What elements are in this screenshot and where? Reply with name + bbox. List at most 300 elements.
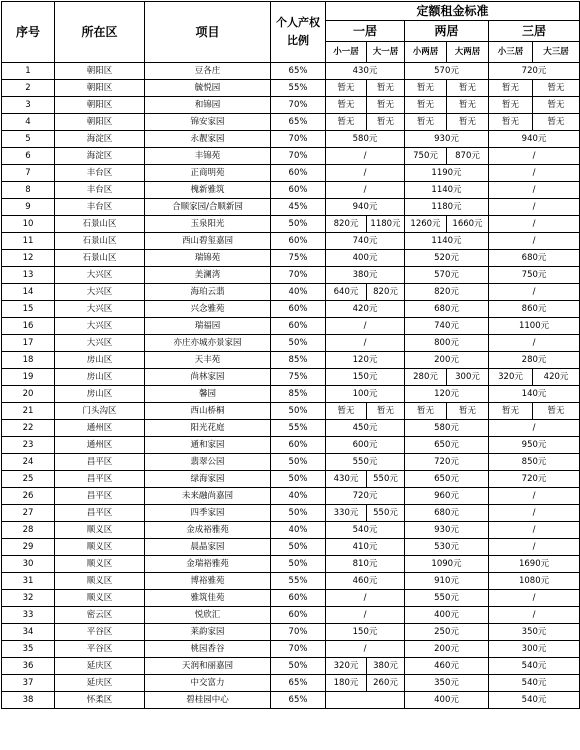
cell-district: 房山区: [55, 386, 145, 403]
cell-seq: 16: [2, 318, 55, 335]
cell-ratio: 85%: [271, 386, 326, 403]
cell-project: 合顺家园/合顺新园: [145, 199, 271, 216]
cell-seq: 18: [2, 352, 55, 369]
cell-two: 910元: [405, 573, 489, 590]
cell-ratio: 85%: [271, 352, 326, 369]
cell-one-large: 260元: [367, 675, 405, 692]
cell-three: 350元: [489, 624, 580, 641]
cell-two: 200元: [405, 352, 489, 369]
cell-three-large: 暂无: [533, 114, 580, 131]
cell-district: 大兴区: [55, 284, 145, 301]
cell-three: /: [489, 148, 580, 165]
table-body: [2, 63, 580, 709]
cell-three: 950元: [489, 437, 580, 454]
cell-district: 海淀区: [55, 131, 145, 148]
cell-seq: 25: [2, 471, 55, 488]
cell-ratio: 50%: [271, 556, 326, 573]
cell-seq: 19: [2, 369, 55, 386]
cell-two: 120元: [405, 386, 489, 403]
cell-three: 1100元: [489, 318, 580, 335]
header-sub-large-three: 大三居: [533, 42, 580, 63]
cell-seq: 1: [2, 63, 55, 80]
cell-one-small: 430元: [326, 471, 367, 488]
cell-one-small: 暂无: [326, 97, 367, 114]
cell-ratio: 50%: [271, 471, 326, 488]
cell-seq: 24: [2, 454, 55, 471]
table-row: [2, 199, 580, 216]
header-group-one: 一居: [326, 21, 405, 42]
cell-one: /: [326, 148, 405, 165]
cell-seq: 26: [2, 488, 55, 505]
cell-three-small: 320元: [489, 369, 533, 386]
cell-district: 顺义区: [55, 556, 145, 573]
cell-one-large: 820元: [367, 284, 405, 301]
table-row: [2, 284, 580, 301]
cell-ratio: 70%: [271, 624, 326, 641]
cell-two: 570元: [405, 63, 489, 80]
cell-one-large: 暂无: [367, 97, 405, 114]
cell-ratio: 50%: [271, 335, 326, 352]
header-ratio: 个人产权比例: [271, 2, 326, 63]
cell-one: 150元: [326, 624, 405, 641]
cell-seq: 8: [2, 182, 55, 199]
cell-district: 大兴区: [55, 301, 145, 318]
header-sub-small-three: 小三居: [489, 42, 533, 63]
cell-three: 540元: [489, 692, 580, 709]
cell-seq: 2: [2, 80, 55, 97]
cell-district: 密云区: [55, 607, 145, 624]
cell-ratio: 60%: [271, 590, 326, 607]
cell-seq: 14: [2, 284, 55, 301]
cell-district: 大兴区: [55, 318, 145, 335]
cell-project: 兴念雅苑: [145, 301, 271, 318]
cell-seq: 38: [2, 692, 55, 709]
cell-three: /: [489, 420, 580, 437]
table-row: [2, 369, 580, 386]
cell-project: 悦欣汇: [145, 607, 271, 624]
cell-project: 阳光花庭: [145, 420, 271, 437]
cell-ratio: 70%: [271, 131, 326, 148]
cell-ratio: 50%: [271, 216, 326, 233]
cell-project: 豆各庄: [145, 63, 271, 80]
cell-one: /: [326, 335, 405, 352]
cell-project: 瑞锦苑: [145, 250, 271, 267]
cell-one-small: 暂无: [326, 114, 367, 131]
cell-seq: 13: [2, 267, 55, 284]
cell-ratio: 65%: [271, 114, 326, 131]
cell-one-small: 330元: [326, 505, 367, 522]
cell-three-small: 暂无: [489, 114, 533, 131]
table-row: [2, 539, 580, 556]
cell-three-large: 暂无: [533, 403, 580, 420]
cell-two: 1180元: [405, 199, 489, 216]
cell-one-small: 320元: [326, 658, 367, 675]
table-row: [2, 624, 580, 641]
cell-project: 通和家园: [145, 437, 271, 454]
cell-project: 四季家园: [145, 505, 271, 522]
cell-three-large: 暂无: [533, 80, 580, 97]
cell-three: 860元: [489, 301, 580, 318]
cell-ratio: 55%: [271, 573, 326, 590]
table-row: [2, 301, 580, 318]
table-row: [2, 641, 580, 658]
cell-ratio: 45%: [271, 199, 326, 216]
table-row: [2, 97, 580, 114]
cell-seq: 9: [2, 199, 55, 216]
cell-three: /: [489, 335, 580, 352]
cell-seq: 6: [2, 148, 55, 165]
rent-standard-table: [1, 1, 580, 709]
cell-three: /: [489, 216, 580, 233]
cell-ratio: 60%: [271, 165, 326, 182]
cell-project: 中交富力: [145, 675, 271, 692]
header-sub-large-one: 大一居: [367, 42, 405, 63]
cell-two: 520元: [405, 250, 489, 267]
cell-two: 680元: [405, 505, 489, 522]
cell-one: 150元: [326, 369, 405, 386]
cell-three-large: 420元: [533, 369, 580, 386]
cell-project: 博裕雅苑: [145, 573, 271, 590]
table-row: [2, 80, 580, 97]
cell-two-small: 1260元: [405, 216, 447, 233]
cell-ratio: 60%: [271, 318, 326, 335]
cell-project: 天润和丽嘉园: [145, 658, 271, 675]
table-row: [2, 403, 580, 420]
cell-seq: 34: [2, 624, 55, 641]
table-row: [2, 471, 580, 488]
table-row: [2, 437, 580, 454]
cell-two-small: 750元: [405, 148, 447, 165]
cell-project: 桃园香谷: [145, 641, 271, 658]
cell-one: 720元: [326, 488, 405, 505]
cell-district: 顺义区: [55, 573, 145, 590]
table-row: [2, 165, 580, 182]
cell-project: 绿海家园: [145, 471, 271, 488]
cell-one-small: 暂无: [326, 403, 367, 420]
cell-ratio: 70%: [271, 97, 326, 114]
cell-project: 正商明苑: [145, 165, 271, 182]
cell-district: 昌平区: [55, 488, 145, 505]
cell-two: 530元: [405, 539, 489, 556]
cell-two: 960元: [405, 488, 489, 505]
cell-one: /: [326, 607, 405, 624]
cell-one: 100元: [326, 386, 405, 403]
cell-project: 槐新雅筑: [145, 182, 271, 199]
cell-seq: 33: [2, 607, 55, 624]
cell-one-small: 180元: [326, 675, 367, 692]
cell-one: 600元: [326, 437, 405, 454]
table-row: [2, 250, 580, 267]
cell-one-large: 暂无: [367, 80, 405, 97]
cell-two: 350元: [405, 675, 489, 692]
cell-three: /: [489, 233, 580, 250]
cell-two: 800元: [405, 335, 489, 352]
cell-three-small: 暂无: [489, 403, 533, 420]
header-sub-large-two: 大两居: [447, 42, 489, 63]
cell-district: 海淀区: [55, 148, 145, 165]
cell-one-large: 550元: [367, 505, 405, 522]
cell-seq: 17: [2, 335, 55, 352]
cell-three: /: [489, 590, 580, 607]
cell-ratio: 65%: [271, 63, 326, 80]
cell-project: 未来融尚嘉园: [145, 488, 271, 505]
cell-two: 250元: [405, 624, 489, 641]
table-row: [2, 386, 580, 403]
cell-one: 380元: [326, 267, 405, 284]
cell-seq: 4: [2, 114, 55, 131]
cell-seq: 20: [2, 386, 55, 403]
cell-district: 石景山区: [55, 233, 145, 250]
table-row: [2, 675, 580, 692]
cell-project: 毓悦园: [145, 80, 271, 97]
cell-project: 翡翠公园: [145, 454, 271, 471]
cell-project: 瑞福园: [145, 318, 271, 335]
cell-ratio: 40%: [271, 488, 326, 505]
cell-one: /: [326, 182, 405, 199]
cell-seq: 32: [2, 590, 55, 607]
cell-one: 120元: [326, 352, 405, 369]
cell-ratio: 70%: [271, 267, 326, 284]
cell-two: 720元: [405, 454, 489, 471]
cell-one: 810元: [326, 556, 405, 573]
cell-district: 大兴区: [55, 335, 145, 352]
cell-ratio: 75%: [271, 250, 326, 267]
header-district: 所在区: [55, 2, 145, 63]
cell-one-large: 380元: [367, 658, 405, 675]
header-seq: 序号: [2, 2, 55, 63]
cell-one: 430元: [326, 63, 405, 80]
cell-seq: 12: [2, 250, 55, 267]
cell-ratio: 50%: [271, 454, 326, 471]
cell-two: 1090元: [405, 556, 489, 573]
cell-district: 顺义区: [55, 539, 145, 556]
cell-two: 400元: [405, 607, 489, 624]
cell-one-empty: [326, 692, 405, 709]
table-row: [2, 488, 580, 505]
cell-two-small: 暂无: [405, 97, 447, 114]
cell-two: 570元: [405, 267, 489, 284]
cell-seq: 30: [2, 556, 55, 573]
cell-district: 大兴区: [55, 267, 145, 284]
cell-two-large: 300元: [447, 369, 489, 386]
cell-project: 天丰苑: [145, 352, 271, 369]
cell-three-small: 暂无: [489, 97, 533, 114]
cell-district: 丰台区: [55, 165, 145, 182]
cell-ratio: 50%: [271, 505, 326, 522]
cell-ratio: 50%: [271, 658, 326, 675]
cell-one-large: 550元: [367, 471, 405, 488]
cell-one-large: 暂无: [367, 114, 405, 131]
cell-project: 碧桂园中心: [145, 692, 271, 709]
cell-seq: 31: [2, 573, 55, 590]
header-sub-small-one: 小一居: [326, 42, 367, 63]
cell-district: 通州区: [55, 420, 145, 437]
cell-three: 1690元: [489, 556, 580, 573]
cell-one: 740元: [326, 233, 405, 250]
cell-two: 930元: [405, 522, 489, 539]
cell-seq: 10: [2, 216, 55, 233]
cell-ratio: 70%: [271, 148, 326, 165]
cell-three: 720元: [489, 471, 580, 488]
cell-project: 馨园: [145, 386, 271, 403]
cell-ratio: 75%: [271, 369, 326, 386]
cell-one: 400元: [326, 250, 405, 267]
header-project: 项目: [145, 2, 271, 63]
cell-seq: 29: [2, 539, 55, 556]
table-row: [2, 267, 580, 284]
cell-one: 450元: [326, 420, 405, 437]
cell-one-small: 暂无: [326, 80, 367, 97]
cell-three: /: [489, 539, 580, 556]
cell-district: 朝阳区: [55, 97, 145, 114]
cell-one: /: [326, 165, 405, 182]
cell-district: 丰台区: [55, 199, 145, 216]
cell-seq: 27: [2, 505, 55, 522]
cell-ratio: 60%: [271, 607, 326, 624]
cell-seq: 23: [2, 437, 55, 454]
cell-project: 丰锦苑: [145, 148, 271, 165]
table-row: [2, 131, 580, 148]
cell-district: 朝阳区: [55, 63, 145, 80]
cell-one: 460元: [326, 573, 405, 590]
cell-one: 580元: [326, 131, 405, 148]
cell-ratio: 60%: [271, 233, 326, 250]
cell-three-small: 暂无: [489, 80, 533, 97]
table-row: [2, 454, 580, 471]
cell-three: 280元: [489, 352, 580, 369]
cell-district: 房山区: [55, 369, 145, 386]
header-standard: 定额租金标准: [326, 2, 580, 21]
cell-project: 莱韵家园: [145, 624, 271, 641]
cell-district: 通州区: [55, 437, 145, 454]
cell-three: 720元: [489, 63, 580, 80]
cell-two: 820元: [405, 284, 489, 301]
table-row: [2, 335, 580, 352]
table-row: [2, 352, 580, 369]
table-row: [2, 692, 580, 709]
cell-seq: 36: [2, 658, 55, 675]
cell-district: 昌平区: [55, 505, 145, 522]
cell-district: 石景山区: [55, 216, 145, 233]
cell-district: 丰台区: [55, 182, 145, 199]
cell-ratio: 55%: [271, 80, 326, 97]
cell-district: 顺义区: [55, 590, 145, 607]
table-row: [2, 556, 580, 573]
cell-one: /: [326, 590, 405, 607]
cell-three: /: [489, 165, 580, 182]
cell-two: 680元: [405, 301, 489, 318]
cell-district: 延庆区: [55, 658, 145, 675]
cell-district: 平谷区: [55, 624, 145, 641]
cell-one: /: [326, 318, 405, 335]
cell-three: /: [489, 182, 580, 199]
cell-three-large: 暂无: [533, 97, 580, 114]
cell-two-small: 暂无: [405, 403, 447, 420]
cell-two-large: 870元: [447, 148, 489, 165]
cell-project: 美澜湾: [145, 267, 271, 284]
cell-ratio: 60%: [271, 437, 326, 454]
cell-district: 昌平区: [55, 454, 145, 471]
cell-three: 680元: [489, 250, 580, 267]
cell-three: 140元: [489, 386, 580, 403]
cell-project: 西山桥桐: [145, 403, 271, 420]
cell-two-small: 280元: [405, 369, 447, 386]
cell-seq: 15: [2, 301, 55, 318]
header-group-three: 三居: [489, 21, 580, 42]
table-row: [2, 148, 580, 165]
cell-one: 540元: [326, 522, 405, 539]
table-row: [2, 63, 580, 80]
header-sub-small-two: 小两居: [405, 42, 447, 63]
cell-one-large: 1180元: [367, 216, 405, 233]
table-row: [2, 420, 580, 437]
cell-district: 延庆区: [55, 675, 145, 692]
cell-district: 顺义区: [55, 522, 145, 539]
cell-two-small: 暂无: [405, 80, 447, 97]
cell-seq: 22: [2, 420, 55, 437]
cell-two: 460元: [405, 658, 489, 675]
cell-two-large: 1660元: [447, 216, 489, 233]
cell-two: 740元: [405, 318, 489, 335]
cell-seq: 35: [2, 641, 55, 658]
cell-two: 930元: [405, 131, 489, 148]
cell-seq: 5: [2, 131, 55, 148]
cell-two-small: 暂无: [405, 114, 447, 131]
cell-district: 平谷区: [55, 641, 145, 658]
cell-project: 晨晶家园: [145, 539, 271, 556]
cell-ratio: 65%: [271, 692, 326, 709]
cell-two: 1140元: [405, 182, 489, 199]
cell-seq: 3: [2, 97, 55, 114]
cell-district: 石景山区: [55, 250, 145, 267]
cell-two: 550元: [405, 590, 489, 607]
cell-two: 1140元: [405, 233, 489, 250]
cell-seq: 11: [2, 233, 55, 250]
table-row: [2, 114, 580, 131]
header-group-two: 两居: [405, 21, 489, 42]
cell-two-large: 暂无: [447, 114, 489, 131]
cell-project: 金成裕雅苑: [145, 522, 271, 539]
table-row: [2, 233, 580, 250]
cell-three: 940元: [489, 131, 580, 148]
cell-three: /: [489, 488, 580, 505]
cell-two: 200元: [405, 641, 489, 658]
cell-three: 300元: [489, 641, 580, 658]
cell-ratio: 60%: [271, 182, 326, 199]
cell-two: 1190元: [405, 165, 489, 182]
cell-two-large: 暂无: [447, 80, 489, 97]
table-row: [2, 216, 580, 233]
table-row: [2, 318, 580, 335]
cell-seq: 21: [2, 403, 55, 420]
cell-project: 西山碧玺嘉园: [145, 233, 271, 250]
cell-seq: 28: [2, 522, 55, 539]
cell-project: 雅筑佳苑: [145, 590, 271, 607]
cell-three: /: [489, 607, 580, 624]
cell-one-small: 640元: [326, 284, 367, 301]
cell-two: 400元: [405, 692, 489, 709]
cell-ratio: 60%: [271, 301, 326, 318]
cell-project: 金瑞裕雅苑: [145, 556, 271, 573]
cell-ratio: 65%: [271, 675, 326, 692]
cell-ratio: 50%: [271, 403, 326, 420]
cell-two-large: 暂无: [447, 97, 489, 114]
cell-two: 650元: [405, 437, 489, 454]
cell-project: 永靓家园: [145, 131, 271, 148]
table-row: [2, 522, 580, 539]
cell-ratio: 55%: [271, 420, 326, 437]
cell-district: 怀柔区: [55, 692, 145, 709]
